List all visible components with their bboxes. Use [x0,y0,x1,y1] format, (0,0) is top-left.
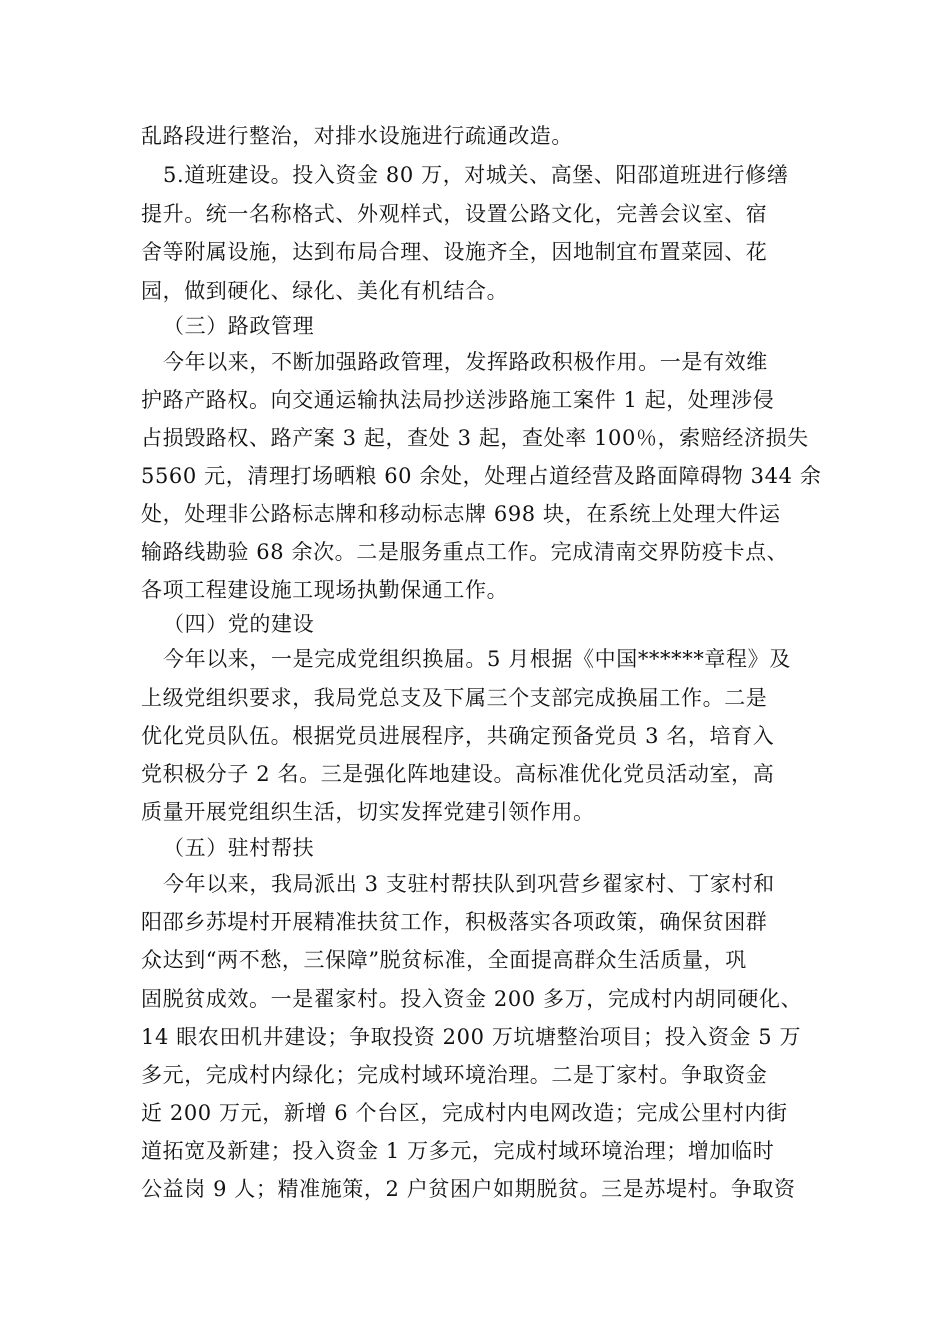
section-heading-4: （四）党的建设 [163,612,315,636]
text-line: 公益岗 9 人；精准施策，2 户贫困户如期脱贫。三是苏堤村。争取资 [141,1177,796,1201]
text-line: 党积极分子 2 名。三是强化阵地建设。高标准优化党员活动室，高 [141,762,775,786]
text-line: 阳邵乡苏堤村开展精准扶贫工作，积极落实各项政策，确保贫困群 [141,910,768,934]
section-heading-3: （三）路政管理 [163,314,315,338]
text-line: 优化党员队伍。根据党员进展程序，共确定预备党员 3 名，培育入 [141,724,775,748]
text-line: 14 眼农田机井建设；争取投资 200 万坑塘整治项目；投入资金 5 万 [141,1025,802,1049]
text-line: 多元，完成村内绿化；完成村域环境治理。二是丁家村。争取资金 [141,1063,768,1087]
text-line: 5560 元，清理打场晒粮 60 余处，处理占道经营及路面障碍物 344 余 [141,464,822,488]
text-line: 质量开展党组织生活，切实发挥党建引领作用。 [141,800,595,824]
paragraph-start: 今年以来，一是完成党组织换届。5 月根据《中国******章程》及 [163,647,791,671]
paragraph-start: 5.道班建设。投入资金 80 万，对城关、高堡、阳邵道班进行修缮 [163,163,789,187]
text-line: 众达到“两不愁，三保障”脱贫标准，全面提高群众生活质量，巩 [141,948,747,972]
text-line: 近 200 万元，新增 6 个台区，完成村内电网改造；完成公里村内街 [141,1101,788,1125]
section-heading-5: （五）驻村帮扶 [163,836,315,860]
text-line: 各项工程建设施工现场执勤保通工作。 [141,578,509,602]
text-line: 道拓宽及新建；投入资金 1 万多元，完成村域环境治理；增加临时 [141,1139,775,1163]
paragraph-start: 今年以来，不断加强路政管理，发挥路政积极作用。一是有效维 [163,350,768,374]
text-line: 固脱贫成效。一是翟家村。投入资金 200 多万，完成村内胡同硬化、 [141,987,803,1011]
text-line: 处，处理非公路标志牌和移动标志牌 698 块，在系统上处理大件运 [141,502,781,526]
text-line: 提升。统一名称格式、外观样式，设置公路文化，完善会议室、宿 [141,202,768,226]
text-line: 占损毁路权、路产案 3 起，查处 3 起，查处率 100％，索赔经济损失 [141,426,809,450]
paragraph-start: 今年以来，我局派出 3 支驻村帮扶队到巩营乡翟家村、丁家村和 [163,872,775,896]
text-line: 输路线勘验 68 余次。二是服务重点工作。完成清南交界防疫卡点、 [141,540,789,564]
text-line: 园，做到硬化、绿化、美化有机结合。 [141,279,509,303]
text-line: 上级党组织要求，我局党总支及下属三个支部完成换届工作。二是 [141,686,768,710]
text-line: 护路产路权。向交通运输执法局抄送涉路施工案件 1 起，处理涉侵 [141,388,775,412]
text-line: 舍等附属设施，达到布局合理、设施齐全，因地制宜布置菜园、花 [141,240,768,264]
text-line: 乱路段进行整治，对排水设施进行疏通改造。 [141,124,573,148]
